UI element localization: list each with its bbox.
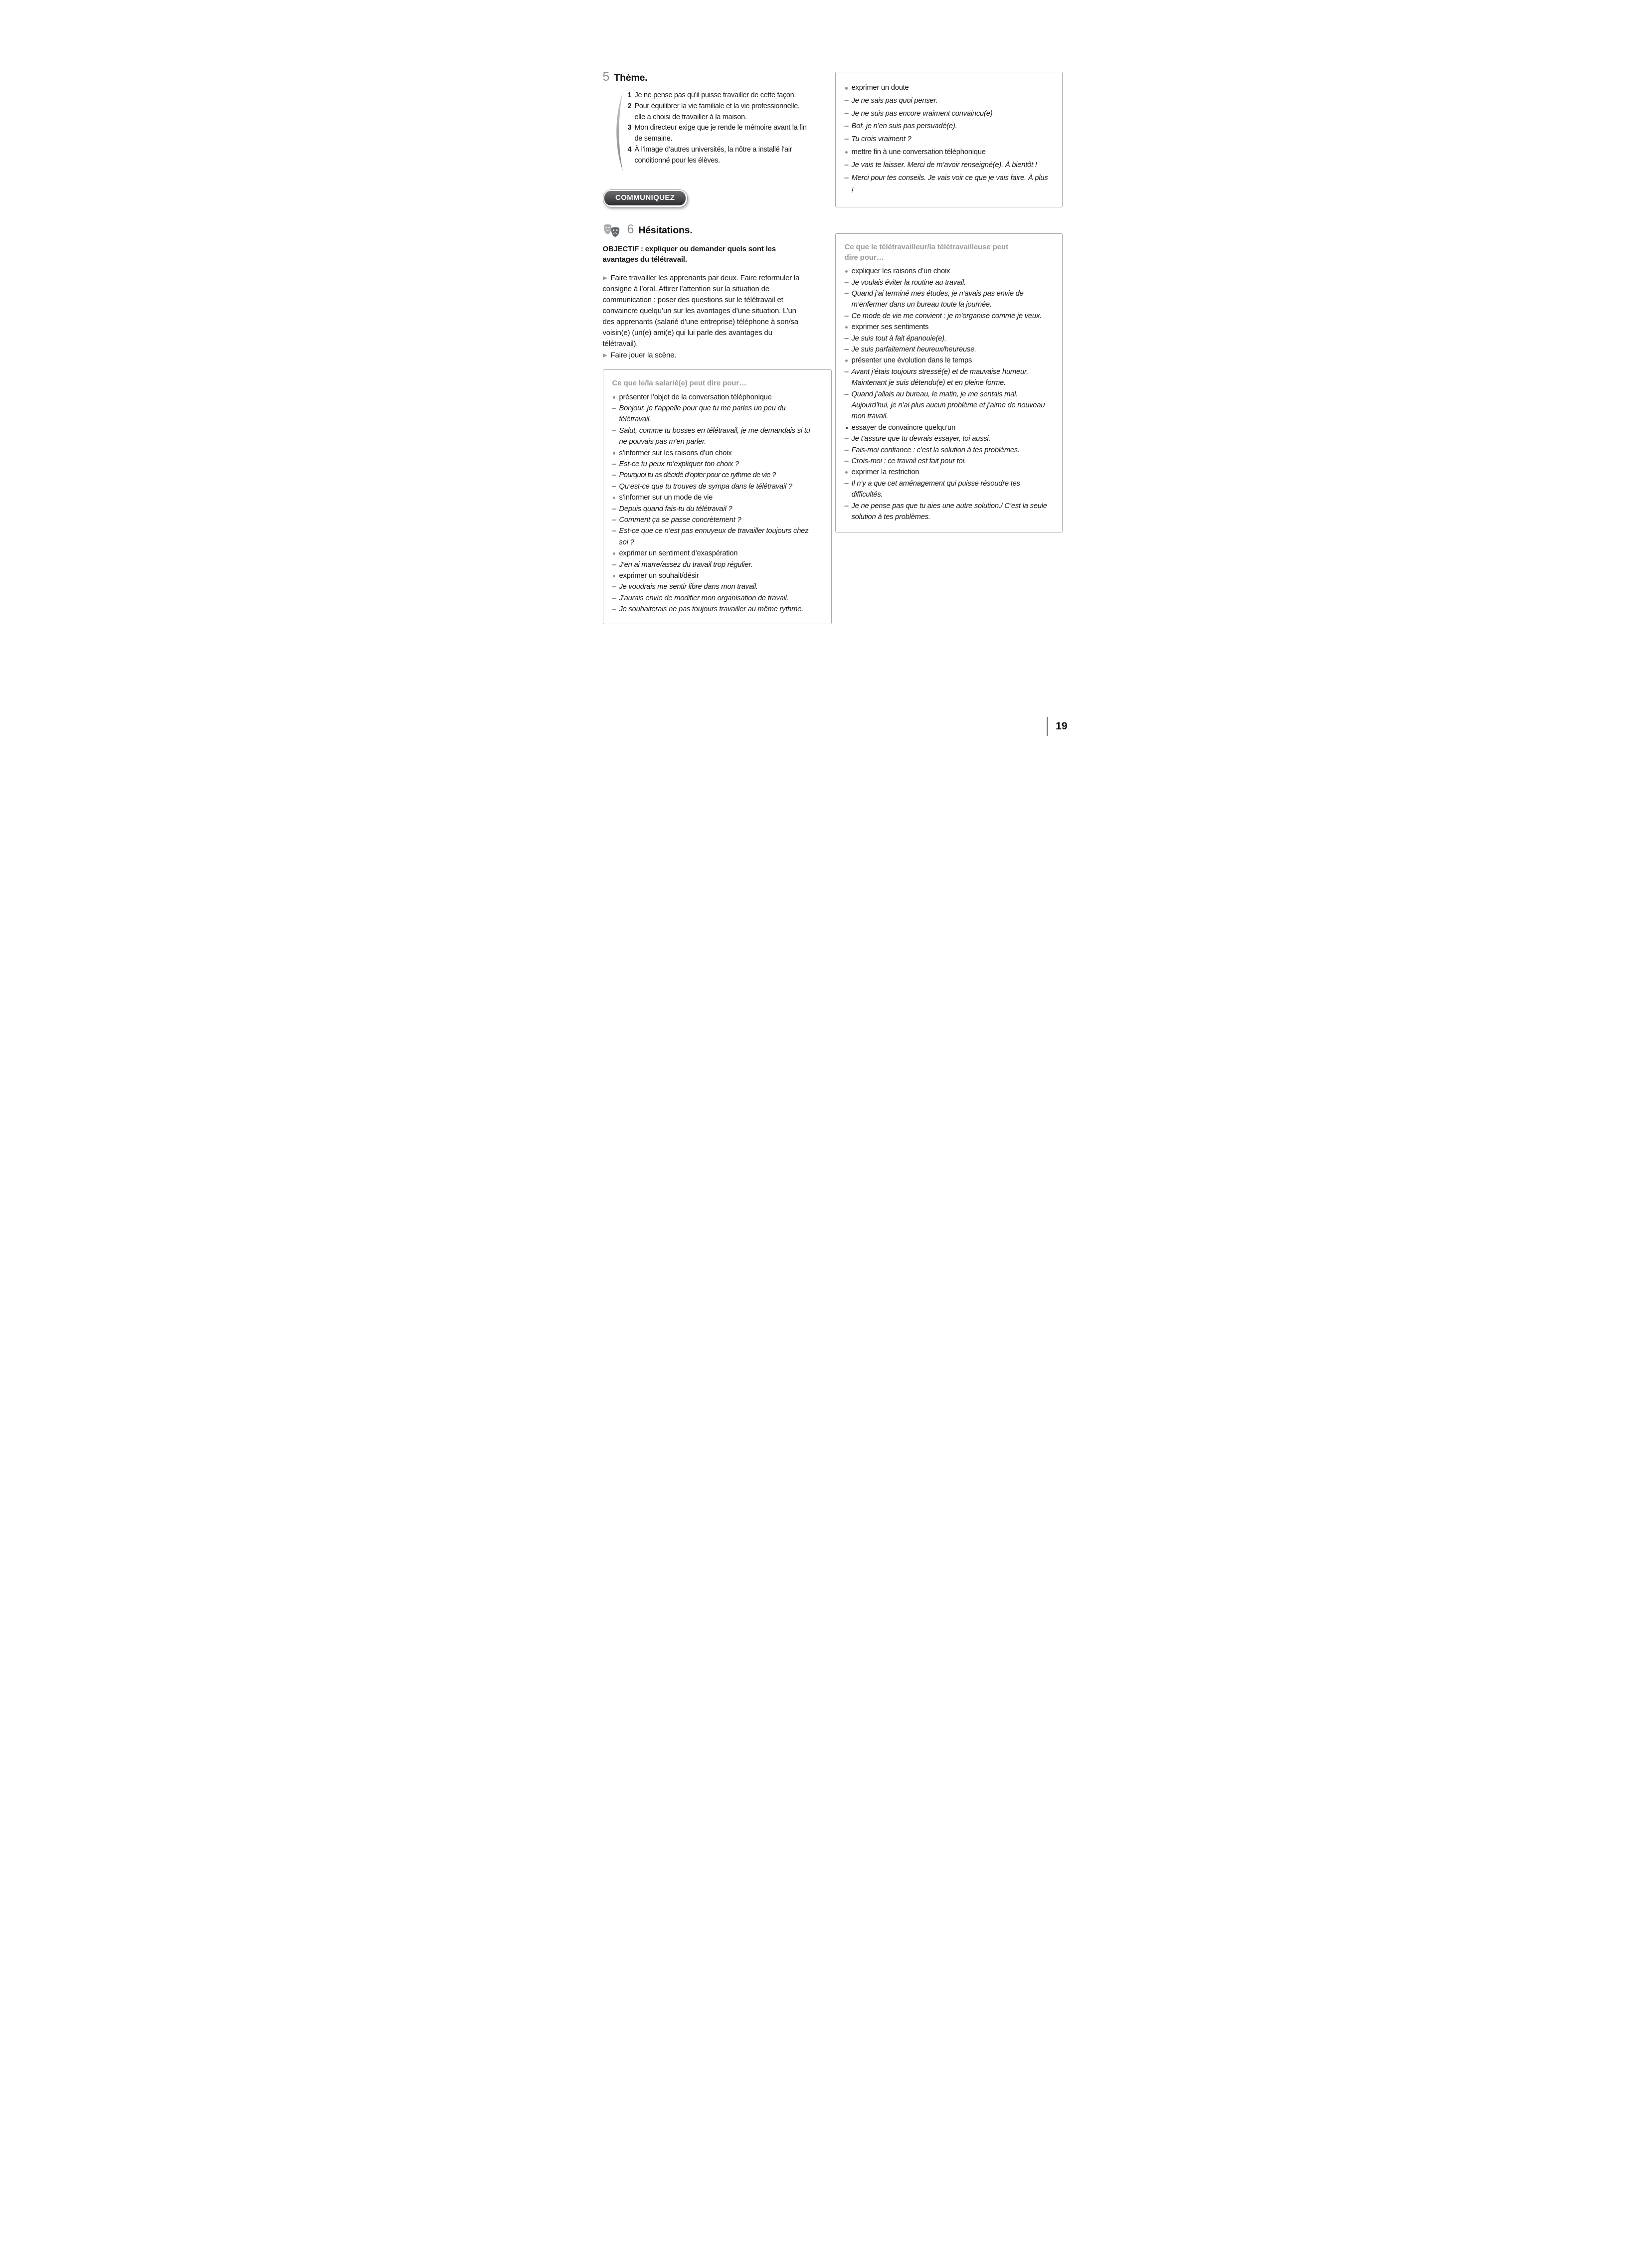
bullet-icon bbox=[612, 570, 619, 581]
item-text: présenter une évolution dans le temps bbox=[851, 356, 972, 365]
dash-marker: – bbox=[612, 404, 616, 412]
example-item bbox=[845, 120, 1050, 133]
theme-item-text: Pour équilibrer la vie familiale et la vie professionnelle, elle a choisi de travailler à la maison. bbox=[634, 102, 800, 121]
item-text: Comment ça se passe concrètement ? bbox=[619, 516, 741, 524]
example-item bbox=[612, 481, 818, 492]
function-item bbox=[845, 355, 1050, 366]
item-text: Bof, je n’en suis pas persuadé(e). bbox=[851, 122, 957, 131]
dash-marker: – bbox=[612, 594, 616, 602]
item-text: Bonjour, je t’appelle pour que tu me parles un peu du télétravail. bbox=[619, 404, 786, 424]
dash-marker: – bbox=[612, 605, 616, 614]
item-text: s’informer sur un mode de vie bbox=[619, 494, 713, 502]
dash-marker: – bbox=[844, 390, 849, 398]
item-text: Avant j’étais toujours stressé(e) et de mauvaise humeur. Maintenant je suis détendu(e) et en pleine forme. bbox=[851, 367, 1028, 387]
dash-marker: – bbox=[844, 289, 849, 298]
example-item bbox=[612, 525, 818, 548]
function-item bbox=[612, 448, 818, 459]
example-item bbox=[845, 95, 1050, 108]
item-text: Crois-moi : ce travail est fait pour toi. bbox=[851, 457, 966, 466]
item-text: Je ne suis pas encore vraiment convaincu(e) bbox=[851, 109, 993, 118]
example-item bbox=[845, 344, 1050, 355]
example-item bbox=[845, 478, 1050, 501]
bullet-icon bbox=[612, 548, 619, 559]
dash-marker: – bbox=[612, 583, 616, 591]
item-text: Je suis parfaitement heureux/heureuse. bbox=[851, 346, 976, 354]
theme-item-number: 2 bbox=[627, 102, 632, 110]
teletravailleur-box-title: Ce que le télétravailleur/la télétravailleuse peut dire pour… bbox=[844, 243, 1008, 262]
item-text: expliquer les raisons d’un choix bbox=[851, 267, 950, 276]
theme-item-text: Je ne pense pas qu’il puisse travailler de cette façon. bbox=[634, 91, 796, 99]
arrow-icon bbox=[603, 276, 607, 280]
item-text: exprimer un souhait/désir bbox=[619, 572, 699, 580]
dash-marker: – bbox=[844, 479, 849, 488]
page bbox=[550, 0, 1099, 755]
section-5-number: 5 bbox=[602, 70, 610, 84]
bullet-icon bbox=[845, 422, 852, 433]
example-item bbox=[845, 159, 1050, 172]
objective-text: OBJECTIF : expliquer ou demander quels sont les avantages du télétravail. bbox=[602, 244, 776, 264]
function-item bbox=[845, 322, 1050, 333]
dash-marker: – bbox=[844, 312, 849, 320]
item-text: essayer de convaincre quelqu’un bbox=[851, 423, 956, 432]
dash-marker: – bbox=[844, 435, 849, 443]
theme-item bbox=[628, 101, 809, 123]
teletravailleur-box-items bbox=[845, 266, 1050, 523]
section-6-title: Hésitations. bbox=[638, 224, 693, 236]
example-item bbox=[612, 604, 818, 615]
item-text: mettre fin à une conversation téléphonique bbox=[851, 148, 986, 156]
item-text: Quand j’ai terminé mes études, je n’avais pas envie de m’enfermer dans un bureau toute la journée. bbox=[851, 289, 1024, 309]
example-item bbox=[845, 277, 1050, 288]
item-text: Qu’est-ce que tu trouves de sympa dans le télétravail ? bbox=[619, 482, 792, 491]
theme-item-number: 3 bbox=[627, 124, 632, 132]
page-number: 19 bbox=[1056, 720, 1068, 732]
instruction-text: Faire jouer la scène. bbox=[610, 350, 677, 359]
instruction-paragraph bbox=[603, 273, 801, 349]
example-item bbox=[612, 581, 818, 592]
item-text: s’informer sur les raisons d’un choix bbox=[619, 449, 732, 457]
doubt-box bbox=[835, 72, 1063, 207]
item-text: Pourquoi tu as décidé d’opter pour ce rythme de vie ? bbox=[619, 471, 776, 480]
example-item bbox=[612, 593, 818, 604]
section-6-heading bbox=[603, 223, 809, 238]
dash-marker: – bbox=[844, 135, 849, 144]
example-item bbox=[612, 425, 818, 448]
example-item bbox=[845, 456, 1050, 467]
salarie-box-title: Ce que le/la salarié(e) peut dire pour… bbox=[612, 378, 747, 387]
example-item bbox=[612, 403, 818, 425]
example-item bbox=[845, 311, 1050, 322]
dash-marker: – bbox=[844, 161, 849, 169]
arrow-icon bbox=[603, 353, 607, 357]
example-item bbox=[612, 470, 818, 481]
dash-marker: – bbox=[844, 502, 849, 510]
example-item bbox=[612, 504, 818, 515]
theme-item bbox=[628, 145, 809, 167]
function-item bbox=[845, 266, 1050, 277]
item-text: Ce mode de vie me convient : je m’organise comme je veux. bbox=[851, 312, 1042, 320]
bullet-icon bbox=[612, 448, 619, 459]
bullet-icon bbox=[845, 82, 852, 95]
function-item bbox=[612, 548, 818, 559]
example-item bbox=[845, 333, 1050, 344]
item-text: exprimer la restriction bbox=[851, 468, 919, 477]
item-text: Je voudrais me sentir libre dans mon travail. bbox=[619, 583, 758, 591]
example-item bbox=[612, 559, 818, 570]
left-column bbox=[603, 71, 809, 624]
dash-marker: – bbox=[844, 346, 849, 354]
section-5-title: Thème. bbox=[614, 72, 648, 83]
example-item bbox=[845, 288, 1050, 311]
dash-marker: – bbox=[844, 109, 849, 118]
bullet-icon bbox=[845, 146, 852, 159]
theme-item-text: Mon directeur exige que je rende le mémoire avant la fin de semaine. bbox=[634, 124, 807, 143]
item-text: exprimer un sentiment d’exaspération bbox=[619, 549, 738, 558]
item-text: Est-ce que ce n’est pas ennuyeux de travailler toujours chez soi ? bbox=[619, 527, 809, 546]
example-item bbox=[845, 133, 1050, 146]
theme-sentence-list bbox=[603, 90, 809, 167]
dash-marker: – bbox=[844, 334, 849, 343]
theme-item-number: 1 bbox=[627, 91, 632, 99]
instruction-text: Faire travailler les apprenants par deux. Faire reformuler la consigne à l’oral. Attirer l’attention sur la situation de communication : poser des questions sur le télétravail et convaincre quelqu’un sur les avantages d’une situation. L’un des apprenants (salarié d’une entreprise) téléphone à son/sa voisin(e) (un(e) ami(e) qui lui parle des avantages du télétravail). bbox=[602, 273, 800, 348]
example-item bbox=[845, 366, 1050, 389]
example-item bbox=[845, 108, 1050, 121]
teletravailleur-box bbox=[835, 233, 1063, 532]
dash-marker: – bbox=[612, 460, 616, 469]
bullet-icon bbox=[845, 355, 852, 366]
item-text: présenter l’objet de la conversation téléphonique bbox=[619, 393, 772, 401]
function-item bbox=[612, 570, 818, 581]
item-text: Depuis quand fais-tu du télétravail ? bbox=[619, 505, 732, 513]
item-text: exprimer un doute bbox=[851, 84, 909, 92]
decorative-swoosh-icon bbox=[612, 92, 624, 171]
item-text: Je ne sais pas quoi penser. bbox=[851, 96, 938, 105]
theme-item-text: À l’image d’autres universités, la nôtre a installé l’air conditionné pour les élèves. bbox=[634, 145, 792, 165]
dash-marker: – bbox=[612, 426, 616, 435]
dash-marker: – bbox=[612, 482, 616, 491]
salarie-box bbox=[603, 369, 832, 624]
right-column bbox=[835, 72, 1048, 532]
example-item bbox=[612, 515, 818, 525]
item-text: Quand j’allais au bureau, le matin, je me sentais mal. Aujourd’hui, je n’ai plus aucun problème et j’aime de nouveau mon travail. bbox=[851, 390, 1045, 421]
item-text: J’aurais envie de modifier mon organisation de travail. bbox=[619, 594, 789, 602]
item-text: exprimer ses sentiments bbox=[851, 323, 929, 332]
example-item bbox=[612, 459, 818, 470]
example-item bbox=[845, 445, 1050, 456]
item-text: J’en ai marre/assez du travail trop régulier. bbox=[619, 560, 753, 569]
example-item bbox=[845, 172, 1050, 198]
theme-item bbox=[628, 123, 809, 145]
example-item bbox=[845, 501, 1050, 523]
bullet-icon bbox=[845, 467, 852, 478]
bullet-icon bbox=[612, 392, 619, 403]
dash-marker: – bbox=[844, 367, 849, 376]
function-item bbox=[845, 467, 1050, 478]
section-5-heading bbox=[603, 71, 809, 84]
theme-item-number: 4 bbox=[627, 145, 632, 154]
page-number-block bbox=[1047, 717, 1068, 736]
salarie-box-items bbox=[612, 392, 818, 615]
function-item bbox=[845, 146, 1050, 159]
function-item bbox=[612, 392, 818, 403]
dash-marker: – bbox=[612, 527, 616, 535]
bullet-icon bbox=[612, 492, 619, 503]
item-text: Est-ce tu peux m’expliquer ton choix ? bbox=[619, 460, 739, 469]
page-number-bar bbox=[1047, 717, 1049, 736]
dash-marker: – bbox=[844, 174, 849, 182]
item-text: Fais-moi confiance : c’est la solution à tes problèmes. bbox=[851, 446, 1020, 454]
dash-marker: – bbox=[844, 96, 849, 105]
item-text: Merci pour tes conseils. Je vais voir ce que je vais faire. À plus ! bbox=[851, 174, 1048, 195]
dash-marker: – bbox=[612, 516, 616, 524]
dash-marker: – bbox=[844, 446, 849, 454]
item-text: Je vais te laisser. Merci de m’avoir renseigné(e). À bientôt ! bbox=[851, 161, 1037, 169]
example-item bbox=[845, 389, 1050, 422]
function-item bbox=[612, 492, 818, 503]
bullet-icon bbox=[845, 322, 852, 333]
item-text: Tu crois vraiment ? bbox=[851, 135, 912, 144]
theater-masks-icon bbox=[603, 223, 621, 238]
item-text: Je suis tout à fait épanouie(e). bbox=[851, 334, 946, 343]
theme-item bbox=[628, 90, 809, 101]
bullet-icon bbox=[845, 266, 852, 277]
communiquez-label: COMMUNIQUEZ bbox=[604, 191, 686, 205]
dash-marker: – bbox=[612, 471, 616, 480]
item-text: Je ne pense pas que tu aies une autre solution./ C’est la seule solution à tes problèmes. bbox=[851, 502, 1047, 522]
doubt-box-items bbox=[845, 82, 1050, 197]
item-text: Salut, comme tu bosses en télétravail, je me demandais si tu ne pouvais pas m’en parler. bbox=[619, 426, 810, 446]
instruction-paragraph bbox=[603, 350, 801, 361]
item-text: Il n’y a que cet aménagement qui puisse résoudre tes difficultés. bbox=[851, 479, 1020, 499]
dash-marker: – bbox=[844, 122, 849, 131]
function-item bbox=[845, 422, 1050, 433]
item-text: Je voulais éviter la routine au travail. bbox=[851, 278, 966, 287]
dash-marker: – bbox=[612, 505, 616, 513]
item-text: Je souhaiterais ne pas toujours travailler au même rythme. bbox=[619, 605, 804, 614]
communiquez-badge bbox=[603, 189, 688, 207]
dash-marker: – bbox=[844, 457, 849, 466]
function-item bbox=[845, 82, 1050, 95]
example-item bbox=[845, 433, 1050, 444]
section-6-number: 6 bbox=[627, 222, 634, 236]
item-text: Je t’assure que tu devrais essayer, toi aussi. bbox=[851, 435, 991, 443]
dash-marker: – bbox=[844, 278, 849, 287]
dash-marker: – bbox=[612, 560, 616, 569]
